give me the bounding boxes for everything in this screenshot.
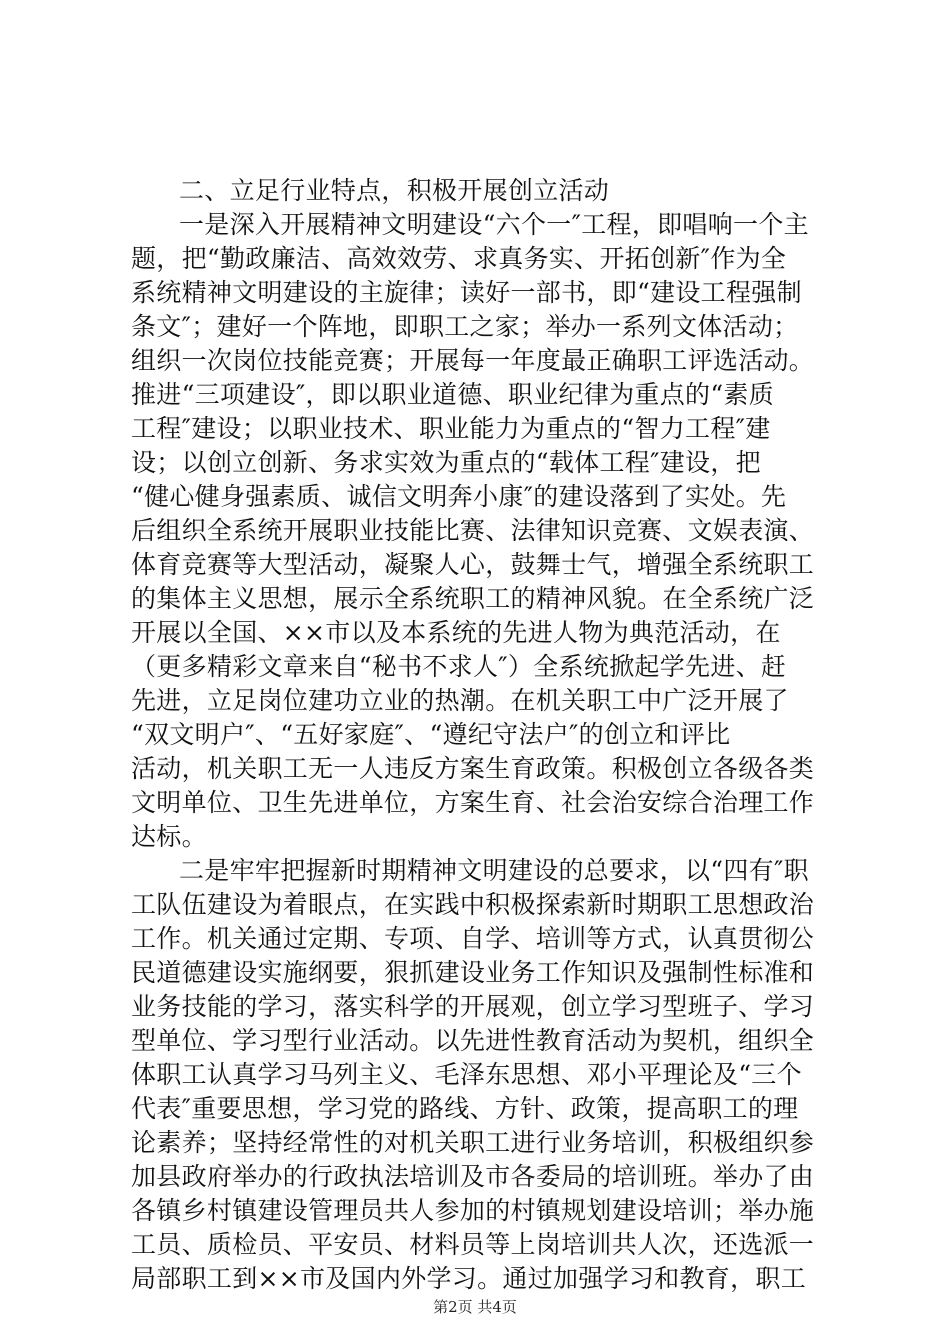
paragraph-line: 组织一次岗位技能竞赛；开展每一年度最正确职工评选活动。 [131,346,815,375]
paragraph-line: 工队伍建设为着眼点，在实践中积极探索新时期职工思想政治 [131,890,815,919]
paragraph-line: 活动，机关职工无一人违反方案生育政策。积极创立各级各类 [131,754,815,783]
paragraph-line: 设；以创立创新、务求实效为重点的“载体工程″建设，把 [131,448,761,477]
paragraph-line: 开展以全国、××市以及本系统的先进人物为典范活动，在 [131,618,781,647]
paragraph-line: 系统精神文明建设的主旋律；读好一部书，即“建设工程强制 [131,278,802,307]
paragraph-line: 条文″；建好一个阵地，即职工之家；举办一系列文体活动； [131,312,799,341]
paragraph-line: 一是深入开展精神文明建设“六个一″工程，即唱响一个主 [179,210,809,239]
paragraph-line: 体职工认真学习马列主义、毛泽东思想、邓小平理论及“三个 [131,1060,802,1089]
paragraph-line: 后组织全系统开展职业技能比赛、法律知识竞赛、文娱表演、 [131,516,815,545]
paragraph-line: 体育竞赛等大型活动，凝聚人心，鼓舞士气，增强全系统职工 [131,550,815,579]
paragraph-line: 题，把“勤政廉洁、高效效劳、求真务实、开拓创新″作为全 [131,244,787,273]
paragraph-line: “双文明户″、“五好家庭″、“遵纪守法户″的创立和评比 [131,720,731,749]
paragraph-line: 推进“三项建设″，即以职业道德、职业纪律为重点的“素质 [131,380,775,409]
paragraph-line: “健心健身强素质、诚信文明奔小康″的建设落到了实处。先 [131,482,787,511]
paragraph-line: 型单位、学习型行业活动。以先进性教育活动为契机，组织全 [131,1026,815,1055]
paragraph-line: （更多精彩文章来自“秘书不求人″）全系统掀起学先进、赶 [131,652,787,681]
paragraph-line: 达标。 [131,822,207,851]
document-body [131,174,831,1296]
paragraph-line: 文明单位、卫生先进单位，方案生育、社会治安综合治理工作 [131,788,815,817]
paragraph-line: 工程″建设；以职业技术、职业能力为重点的“智力工程″建 [131,414,771,443]
paragraph-line: 论素养；坚持经常性的对机关职工进行业务培训，积极组织参 [131,1128,815,1157]
section-heading: 二、立足行业特点，积极开展创立活动 [179,176,610,205]
paragraph-line: 先进，立足岗位建功立业的热潮。在机关职工中广泛开展了 [131,686,789,715]
paragraph-line: 加县政府举办的行政执法培训及市各委局的培训班。举办了由 [131,1162,815,1191]
paragraph-line: 二是牢牢把握新时期精神文明建设的总要求，以“四有″职 [179,856,809,885]
paragraph-line: 各镇乡村镇建设管理员共人参加的村镇规划建设培训；举办施 [131,1196,815,1225]
paragraph-line: 业务技能的学习，落实科学的开展观，创立学习型班子、学习 [131,992,815,1021]
paragraph-line: 工作。机关通过定期、专项、自学、培训等方式，认真贯彻公 [131,924,815,953]
page-number-footer: 第2页 共4页 [433,1298,517,1316]
paragraph-line: 代表″重要思想，学习党的路线、方针、政策，提高职工的理 [131,1094,799,1123]
paragraph-line: 局部职工到××市及国内外学习。通过加强学习和教育，职工 [131,1264,806,1293]
paragraph-line: 工员、质检员、平安员、材料员等上岗培训共人次，还选派一 [131,1230,815,1259]
paragraph-line: 的集体主义思想，展示全系统职工的精神风貌。在全系统广泛 [131,584,815,613]
paragraph-line: 民道德建设实施纲要，狠抓建设业务工作知识及强制性标准和 [131,958,815,987]
